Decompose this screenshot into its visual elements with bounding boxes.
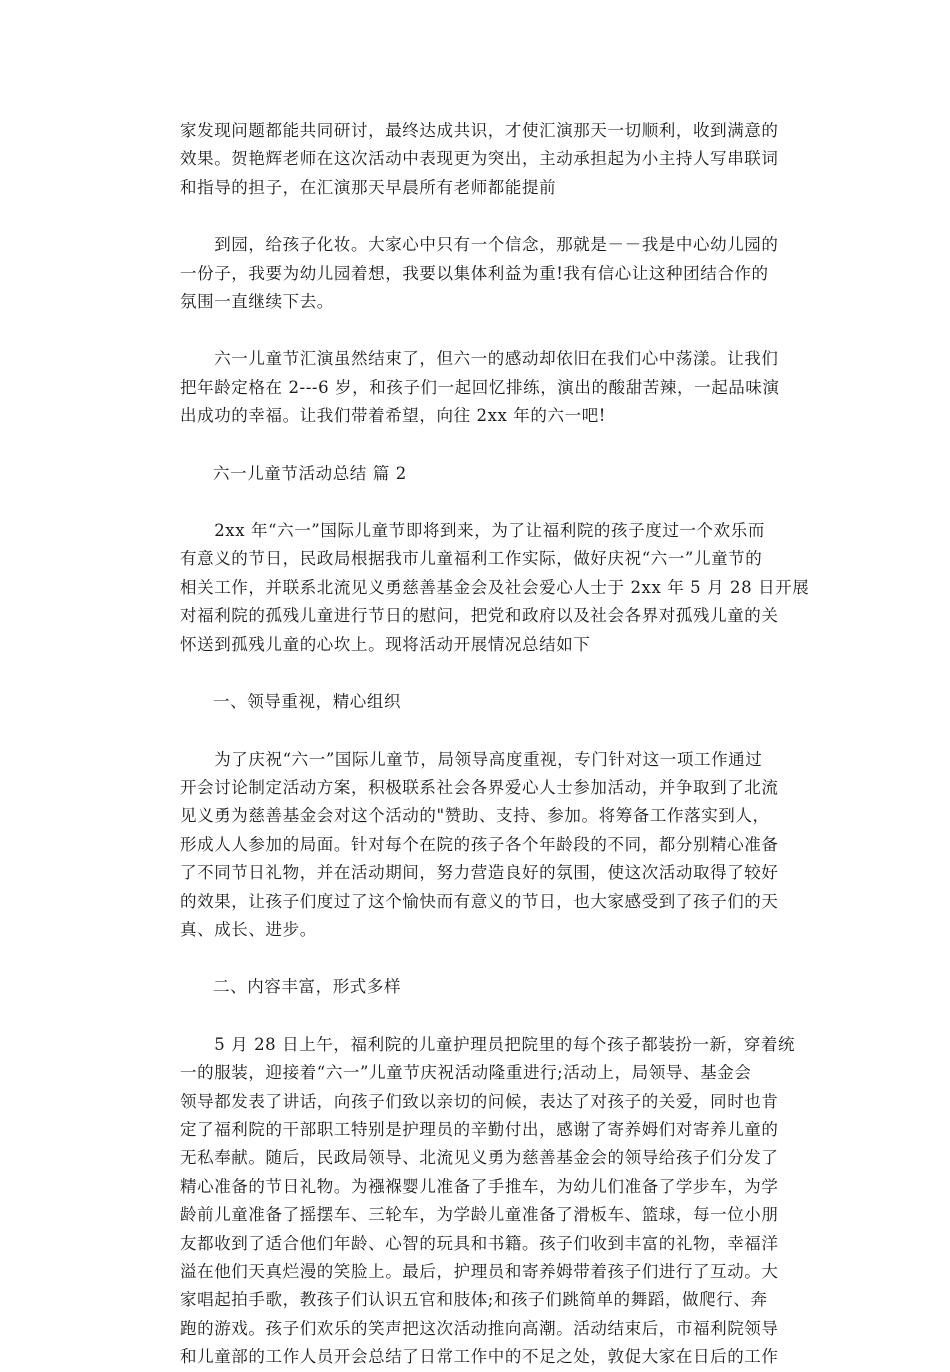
- paragraph-line: 溢在他们天真烂漫的笑脸上。最后，护理员和寄养姆带着孩子们进行了互动。大: [180, 1262, 779, 1281]
- paragraph-line: 开会讨论制定活动方案，积极联系社会各界爱心人士参加活动，并争取到了北流: [180, 777, 779, 797]
- document-page: [180, 117, 810, 1372]
- body-paragraph: [180, 746, 779, 945]
- paragraph-line: 和指导的担子，在汇演那天早晨所有老师都能提前: [180, 177, 557, 197]
- paragraph-spacer: [180, 202, 770, 231]
- section-heading: 六一儿童节活动总结 篇 2: [213, 463, 407, 483]
- paragraph-line: 精心准备的节日礼物。为襁褓婴儿准备了手推车，为幼儿们准备了学步车，为学: [180, 1176, 779, 1196]
- paragraph-line: 和儿童部的工作人员开会总结了日常工作中的不足之处，敦促大家在日后的工作: [180, 1347, 779, 1367]
- paragraph-line: 友都收到了适合他们年龄、心智的玩具和书籍。孩子们收到丰富的礼物，幸福洋: [180, 1233, 779, 1253]
- paragraph-line: 氛围一直继续下去。: [180, 292, 334, 312]
- paragraph-line: 龄前儿童准备了摇摆车、三轮车，为学龄儿童准备了滑板车、篮球，每一位小朋: [180, 1205, 779, 1225]
- section-heading: 一、领导重视，精心组织: [213, 692, 402, 712]
- paragraph-line: 一份子，我要为幼儿园着想，我要以集体利益为重!我有信心让这种团结合作的: [180, 263, 769, 283]
- paragraph-line: 相关工作，并联系北流见义勇慈善基金会及社会爱心人士于 2xx 年 5 月 28 日开展: [180, 577, 810, 597]
- paragraph-spacer: [180, 944, 770, 973]
- paragraph-spacer: [180, 431, 770, 460]
- paragraph-line: 出成功的幸福。让我们带着希望，向往 2xx 年的六一吧!: [180, 406, 607, 426]
- paragraph-line: 无私奉献。随后，民政局领导、北流见义勇为慈善基金会的领导给孩子们分发了: [180, 1148, 779, 1168]
- paragraph-line: 见义勇为慈善基金会对这个活动的"赞助、支持、参加。将筹备工作落实到人，: [180, 806, 770, 826]
- body-paragraph: [180, 231, 779, 316]
- paragraph-line: 效果。贺艳辉老师在这次活动中表现更为突出，主动承担起为小主持人写串联词: [180, 149, 779, 169]
- paragraph-line: 形成人人参加的局面。针对每个在院的孩子各个年龄段的不同，都分别精心准备: [180, 834, 779, 854]
- paragraph-spacer: [180, 488, 770, 517]
- paragraph-line: 了不同节日礼物，并在活动期间，努力营造良好的氛围，使这次活动取得了较好: [180, 863, 779, 883]
- paragraph-line: 家唱起拍手歌，教孩子们认识五官和肢体;和孩子们跳简单的舞蹈，做爬行、奔: [180, 1290, 768, 1310]
- paragraph-line: 怀送到孤残儿童的心坎上。现将活动开展情况总结如下: [180, 634, 591, 654]
- paragraph-line: 到园，给孩子化妆。大家心中只有一个信念，那就是－－我是中心幼儿园的: [180, 235, 779, 255]
- paragraph-line: 真、成长、进步。: [180, 919, 317, 939]
- paragraph-line: 领导都发表了讲话，向孩子们致以亲切的问候，表达了对孩子的关爱，同时也肯: [180, 1091, 779, 1111]
- paragraph-line: 六一儿童节汇演虽然结束了，但六一的感动却依旧在我们心中荡漾。让我们: [180, 349, 779, 369]
- body-paragraph: [180, 345, 780, 430]
- paragraph-spacer: [180, 659, 770, 688]
- paragraph-line: 5 月 28 日上午，福利院的儿童护理员把院里的每个孩子都装扮一新，穿着统: [180, 1034, 796, 1054]
- paragraph-line: 有意义的节日，民政局根据我市儿童福利工作实际，做好庆祝“六一”儿童节的: [180, 549, 763, 569]
- paragraph-line: 跑的游戏。孩子们欢乐的笑声把这次活动推向高潮。活动结束后，市福利院领导: [180, 1318, 779, 1338]
- body-paragraph: [180, 117, 779, 202]
- paragraph-line: 定了福利院的干部职工特别是护理员的辛勤付出，感谢了寄养姆们对寄养儿童的: [180, 1119, 779, 1139]
- paragraph-line: 为了庆祝“六一”国际儿童节，局领导高度重视，专门针对这一项工作通过: [180, 749, 763, 769]
- body-paragraph: [180, 1031, 796, 1372]
- paragraph-spacer: [180, 316, 770, 345]
- paragraph-line: 一的服装，迎接着“六一”儿童节庆祝活动隆重进行;活动上，局领导、基金会: [180, 1063, 752, 1083]
- paragraph-line: 把年龄定格在 2---6 岁，和孩子们一起回忆排练，演出的酸甜苦辣，一起品味演: [180, 377, 780, 397]
- paragraph-spacer: [180, 1002, 770, 1031]
- paragraph-spacer: [180, 717, 770, 746]
- section-heading: 二、内容丰富，形式多样: [213, 977, 402, 997]
- paragraph-line: 2xx 年“六一”国际儿童节即将到来，为了让福利院的孩子度过一个欢乐而: [180, 521, 765, 541]
- paragraph-line: 家发现问题都能共同研讨，最终达成共识，才使汇演那天一切顺利，收到满意的: [180, 121, 779, 140]
- body-paragraph: [180, 517, 810, 659]
- paragraph-line: 的效果，让孩子们度过了这个愉快而有意义的节日，也大家感受到了孩子们的天: [180, 891, 779, 911]
- paragraph-line: 对福利院的孤残儿童进行节日的慰问，把党和政府以及社会各界对孤残儿童的关: [180, 606, 779, 626]
